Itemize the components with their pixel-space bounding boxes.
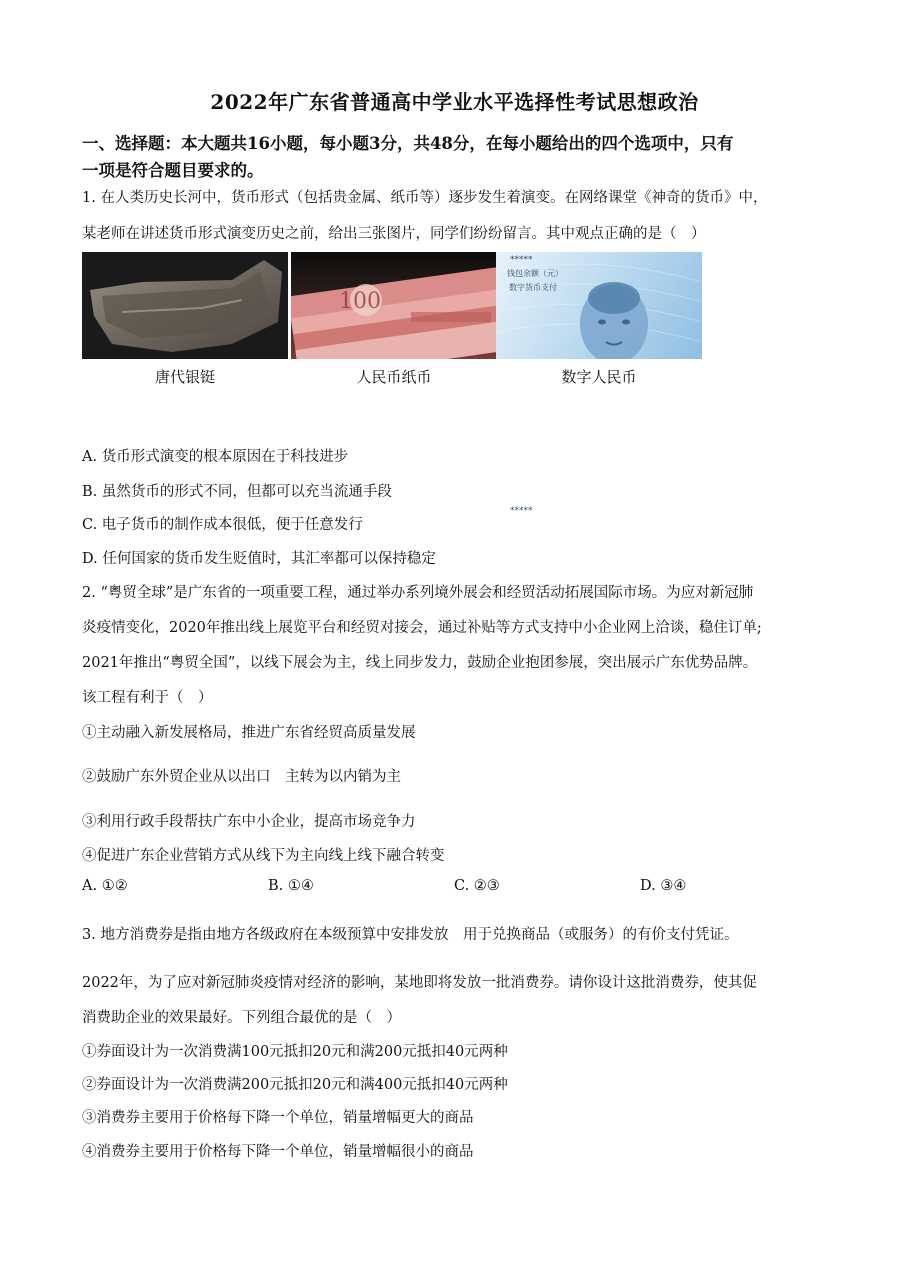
digital-overlay-line-2: 数字货币支付 bbox=[509, 283, 557, 292]
page-title: 2022年广东省普通高中学业水平选择性考试思想政治 bbox=[210, 90, 699, 114]
q2-stem-line-2: 炎疫情变化，2020年推出线上展览平台和经贸对接会，通过补贴等方式支持中小企业网上洽谈，稳住订单; bbox=[82, 620, 762, 636]
q2-item-2: ②鼓励广东外贸企业从以出口 主转为以内销为主 bbox=[82, 769, 401, 785]
digital-overlay-stars: ***** bbox=[510, 255, 533, 265]
q1-stem-line-1: 1. 在人类历史长河中，货币形式（包括贵金属、纸币等）逐步发生着演变。在网络课堂《神奇的货币》中， bbox=[82, 190, 768, 206]
section-heading-line-1: 一、选择题：本大题共16小题，每小题3分，共48分，在每小题给出的四个选项中，只有 bbox=[82, 134, 734, 153]
caption-silver-ingot: 唐代银铤 bbox=[154, 368, 215, 386]
q2-choice-a: A. ①② bbox=[82, 878, 128, 894]
q2-item-3: ③利用行政手段帮扶广东中小企业，提高市场竞争力 bbox=[82, 814, 416, 830]
q1-option-c: C. 电子货币的制作成本很低，便于任意发行 bbox=[82, 517, 363, 533]
q3-stem-line-3: 消费助企业的效果最好。下列组合最优的是（ ） bbox=[82, 1010, 401, 1026]
q3-item-3: ③消费券主要用于价格每下降一个单位，销量增幅更大的商品 bbox=[82, 1110, 474, 1126]
q3-stem-line-2: 2022年，为了应对新冠肺炎疫情对经济的影响，某地即将发放一批消费券。请你设计这批消费券，使其促 bbox=[82, 975, 757, 991]
banknotes-icon bbox=[291, 252, 497, 359]
q3-stem-line-1: 3. 地方消费券是指由地方各级政府在本级预算中安排发放 用于兑换商品（或服务）的有价支付凭证。 bbox=[82, 927, 739, 943]
svg-text:100: 100 bbox=[339, 289, 381, 314]
q2-stem-line-1: 2. “粤贸全球”是广东省的一项重要工程，通过举办系列境外展会和经贸活动拓展国际市场。为应对新冠肺 bbox=[82, 585, 754, 601]
digital-overlay-line-1: 钱包余额（元） bbox=[507, 269, 563, 278]
q2-choice-d: D. ③④ bbox=[640, 878, 687, 894]
digital-stars: ***** bbox=[510, 506, 533, 516]
q1-option-a: A. 货币形式演变的根本原因在于科技进步 bbox=[82, 449, 349, 465]
silver-ingot-icon bbox=[82, 252, 288, 359]
q2-stem-line-4: 该工程有利于（ ） bbox=[82, 690, 213, 706]
section-heading-line-2: 一项是符合题目要求的。 bbox=[82, 161, 264, 180]
q2-choice-b: B. ①④ bbox=[268, 878, 314, 894]
q1-option-d: D. 任何国家的货币发生贬值时，其汇率都可以保持稳定 bbox=[82, 551, 436, 567]
caption-digital-currency: 数字人民币 bbox=[561, 368, 637, 386]
silver-ingot-image bbox=[82, 252, 288, 359]
q3-item-4: ④消费券主要用于价格每下降一个单位，销量增幅很小的商品 bbox=[82, 1144, 474, 1160]
q1-option-b: B. 虽然货币的形式不同，但都可以充当流通手段 bbox=[82, 484, 392, 500]
q2-item-1: ①主动融入新发展格局，推进广东省经贸高质量发展 bbox=[82, 725, 416, 741]
q2-item-4: ④促进广东企业营销方式从线下为主向线上线下融合转变 bbox=[82, 848, 445, 864]
caption-banknotes: 人民币纸币 bbox=[356, 368, 432, 386]
q3-item-2: ②券面设计为一次消费满200元抵扣20元和满400元抵扣40元两种 bbox=[82, 1077, 508, 1093]
q1-stem-line-2: 某老师在讲述货币形式演变历史之前，给出三张图片，同学们纷纷留言。其中观点正确的是（ ） bbox=[82, 226, 706, 242]
q2-stem-line-3: 2021年推出“粤贸全国”，以线下展会为主，线上同步发力，鼓励企业抱团参展，突出展示广东优势品牌。 bbox=[82, 655, 758, 671]
banknotes-image bbox=[291, 252, 497, 359]
q2-choice-c: C. ②③ bbox=[454, 878, 500, 894]
q3-item-1: ①券面设计为一次消费满100元抵扣20元和满200元抵扣40元两种 bbox=[82, 1044, 508, 1060]
